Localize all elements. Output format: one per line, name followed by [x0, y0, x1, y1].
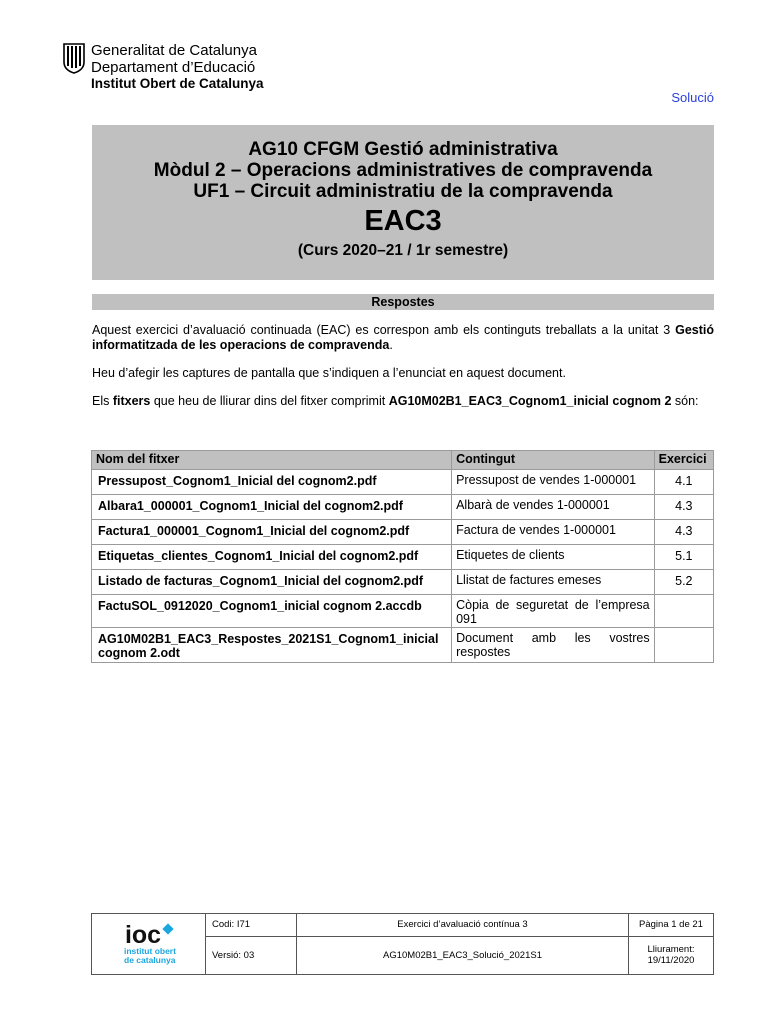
table-row	[92, 520, 714, 545]
intro-text: Aquest exercici d’avaluació continuada (EAC) es correspon amb els continguts treballats a la unitat 3	[92, 323, 676, 337]
exercise-cell	[654, 595, 713, 628]
content-cell: Còpia de seguretat de l’empresa 091	[452, 595, 655, 628]
course-period: (Curs 2020–21 / 1r semestre)	[297, 242, 509, 259]
assignment-title: EAC3	[364, 205, 442, 237]
file-name-cell: Listado de facturas_Cognom1_Inicial del cognom2.pdf	[92, 570, 452, 595]
exercise-cell: 4.3	[654, 520, 713, 545]
zip-filename: AG10M02B1_EAC3_Cognom1_inicial cognom 2	[388, 394, 672, 408]
department-name: Departament d’Educació	[91, 59, 256, 76]
file-name-cell: Pressupost_Cognom1_Inicial del cognom2.pdf	[92, 470, 452, 495]
exercise-cell: 4.3	[654, 495, 713, 520]
content-cell: Factura de vendes 1-000001	[452, 520, 655, 545]
table-row	[92, 628, 714, 663]
delivery-label: Lliurament:	[647, 944, 695, 956]
content-cell: Llistat de factures emeses	[452, 570, 655, 595]
exercise-cell: 4.1	[654, 470, 713, 495]
ioc-logo-word: ioc	[124, 921, 162, 949]
files-text-c: són:	[671, 394, 699, 408]
screenshots-paragraph: Heu d’afegir les captures de pantalla que s’indiquen a l’enunciat en aquest document.	[92, 366, 566, 380]
footer-version: Versió: 03	[206, 936, 297, 974]
footer-delivery	[629, 936, 714, 974]
files-table	[91, 450, 714, 663]
table-row	[92, 545, 714, 570]
file-name-cell: Factura1_000001_Cognom1_Inicial del cognom2.pdf	[92, 520, 452, 545]
ioc-logo-subtitle	[124, 947, 199, 965]
table-header-row	[92, 451, 714, 470]
footer-code: Codi: I71	[206, 914, 297, 937]
files-paragraph	[92, 394, 714, 409]
unit-title: UF1 – Circuit administratiu de la compravenda	[193, 181, 613, 202]
table-row	[92, 470, 714, 495]
files-bold-a: fitxers	[112, 394, 151, 408]
intro-bold: Gestió informatitzada de les operacions de compravenda	[92, 323, 714, 352]
exercise-cell: 5.1	[654, 545, 713, 570]
table-row	[92, 595, 714, 628]
table-row	[92, 570, 714, 595]
footer-exercise: Exercici d’avaluació contínua 3	[297, 914, 629, 937]
course-title: AG10 CFGM Gestió administrativa	[248, 139, 558, 160]
column-header: Exercici	[654, 451, 713, 470]
column-header: Contingut	[452, 451, 655, 470]
file-name-cell: Albara1_000001_Cognom1_Inicial del cognom2.pdf	[92, 495, 452, 520]
org-name: Generalitat de Catalunya	[91, 42, 257, 59]
ioc-diamond-icon	[162, 923, 173, 934]
files-text-b: que heu de lliurar dins del fitxer comprimit	[150, 394, 389, 408]
module-title: Mòdul 2 – Operacions administratives de compravenda	[153, 160, 653, 181]
exercise-cell: 5.2	[654, 570, 713, 595]
section-heading: Respostes	[92, 294, 714, 310]
footer-page: Pàgina 1 de 21	[629, 914, 714, 937]
content-cell: Etiquetes de clients	[452, 545, 655, 570]
intro-paragraph	[92, 323, 714, 353]
file-name-cell: AG10M02B1_EAC3_Respostes_2021S1_Cognom1_inicial cognom 2.odt	[92, 628, 452, 663]
exercise-cell	[654, 628, 713, 663]
column-header: Nom del fitxer	[92, 451, 452, 470]
content-cell: Document amb les vostres respostes	[452, 628, 655, 663]
content-cell: Pressupost de vendes 1-000001	[452, 470, 655, 495]
ioc-logo-sub2: de catalunya	[124, 955, 176, 965]
delivery-date: 19/11/2020	[647, 955, 695, 967]
ioc-logo-sub1: institut obert	[124, 946, 176, 956]
ioc-logo	[92, 914, 206, 975]
footer-filename: AG10M02B1_EAC3_Solució_2021S1	[297, 936, 629, 974]
content-cell: Albarà de vendes 1-000001	[452, 495, 655, 520]
file-name-cell: FactuSOL_0912020_Cognom1_inicial cognom 2.accdb	[92, 595, 452, 628]
files-text-a: Els	[92, 394, 113, 408]
page-footer	[91, 913, 714, 975]
institute-name: Institut Obert de Catalunya	[91, 76, 264, 91]
title-box	[92, 125, 714, 280]
solution-label: Solució	[671, 90, 714, 105]
intro-end: .	[389, 338, 393, 352]
catalonia-crest-icon	[63, 42, 85, 74]
table-row	[92, 495, 714, 520]
file-name-cell: Etiquetas_clientes_Cognom1_Inicial del cognom2.pdf	[92, 545, 452, 570]
